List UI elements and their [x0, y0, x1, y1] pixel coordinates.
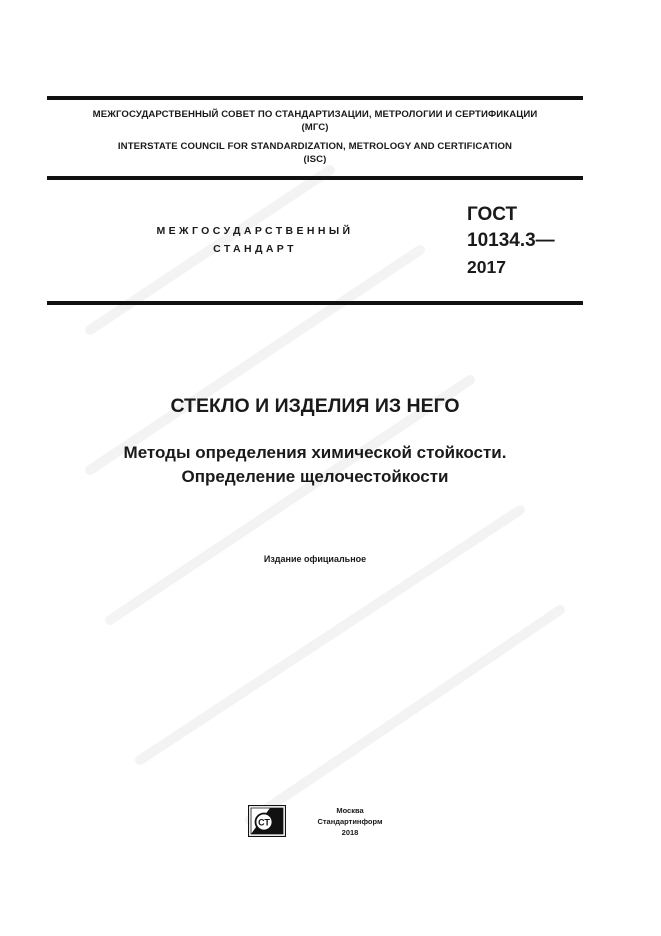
bottom-rule	[47, 301, 583, 305]
standard-kind-line1: МЕЖГОСУДАРСТВЕННЫЙ	[156, 225, 354, 237]
document-title: СТЕКЛО И ИЗДЕЛИЯ ИЗ НЕГО	[170, 395, 460, 417]
edition-note: Издание официальное	[263, 554, 367, 564]
standard-kind-line2: СТАНДАРТ	[213, 243, 297, 255]
middle-rule	[47, 176, 583, 180]
council-name-ru-line1: МЕЖГОСУДАРСТВЕННЫЙ СОВЕТ ПО СТАНДАРТИЗАЦИИ, МЕТРОЛОГИИ И СЕРТИФИКАЦИИ	[92, 109, 538, 120]
standard-kind	[120, 222, 390, 258]
top-rule	[47, 96, 583, 100]
council-abbr-en: (ISC)	[303, 154, 327, 165]
document-subtitle	[47, 441, 583, 489]
council-name-ru	[47, 108, 583, 134]
imprint-city: Москва	[336, 806, 364, 815]
gost-designation	[467, 202, 555, 280]
council-name-en-line1: INTERSTATE COUNCIL FOR STANDARDIZATION, METROLOGY AND CERTIFICATION	[117, 141, 513, 152]
document-subtitle-line2: Определение щелочестойкости	[181, 467, 449, 486]
gost-label: ГОСТ	[467, 204, 518, 225]
imprint-publisher: Стандартинформ	[317, 817, 383, 826]
gost-number: 10134.3—	[467, 230, 555, 251]
imprint	[312, 805, 388, 838]
standartinform-logo-icon	[248, 805, 286, 837]
logo-letters: СТ	[258, 817, 270, 828]
document-subtitle-line1: Методы определения химической стойкости.	[123, 443, 507, 462]
council-name-en	[47, 140, 583, 166]
imprint-year: 2018	[341, 828, 359, 837]
council-abbr-ru: (МГС)	[301, 122, 329, 133]
gost-year: 2017	[467, 257, 506, 277]
